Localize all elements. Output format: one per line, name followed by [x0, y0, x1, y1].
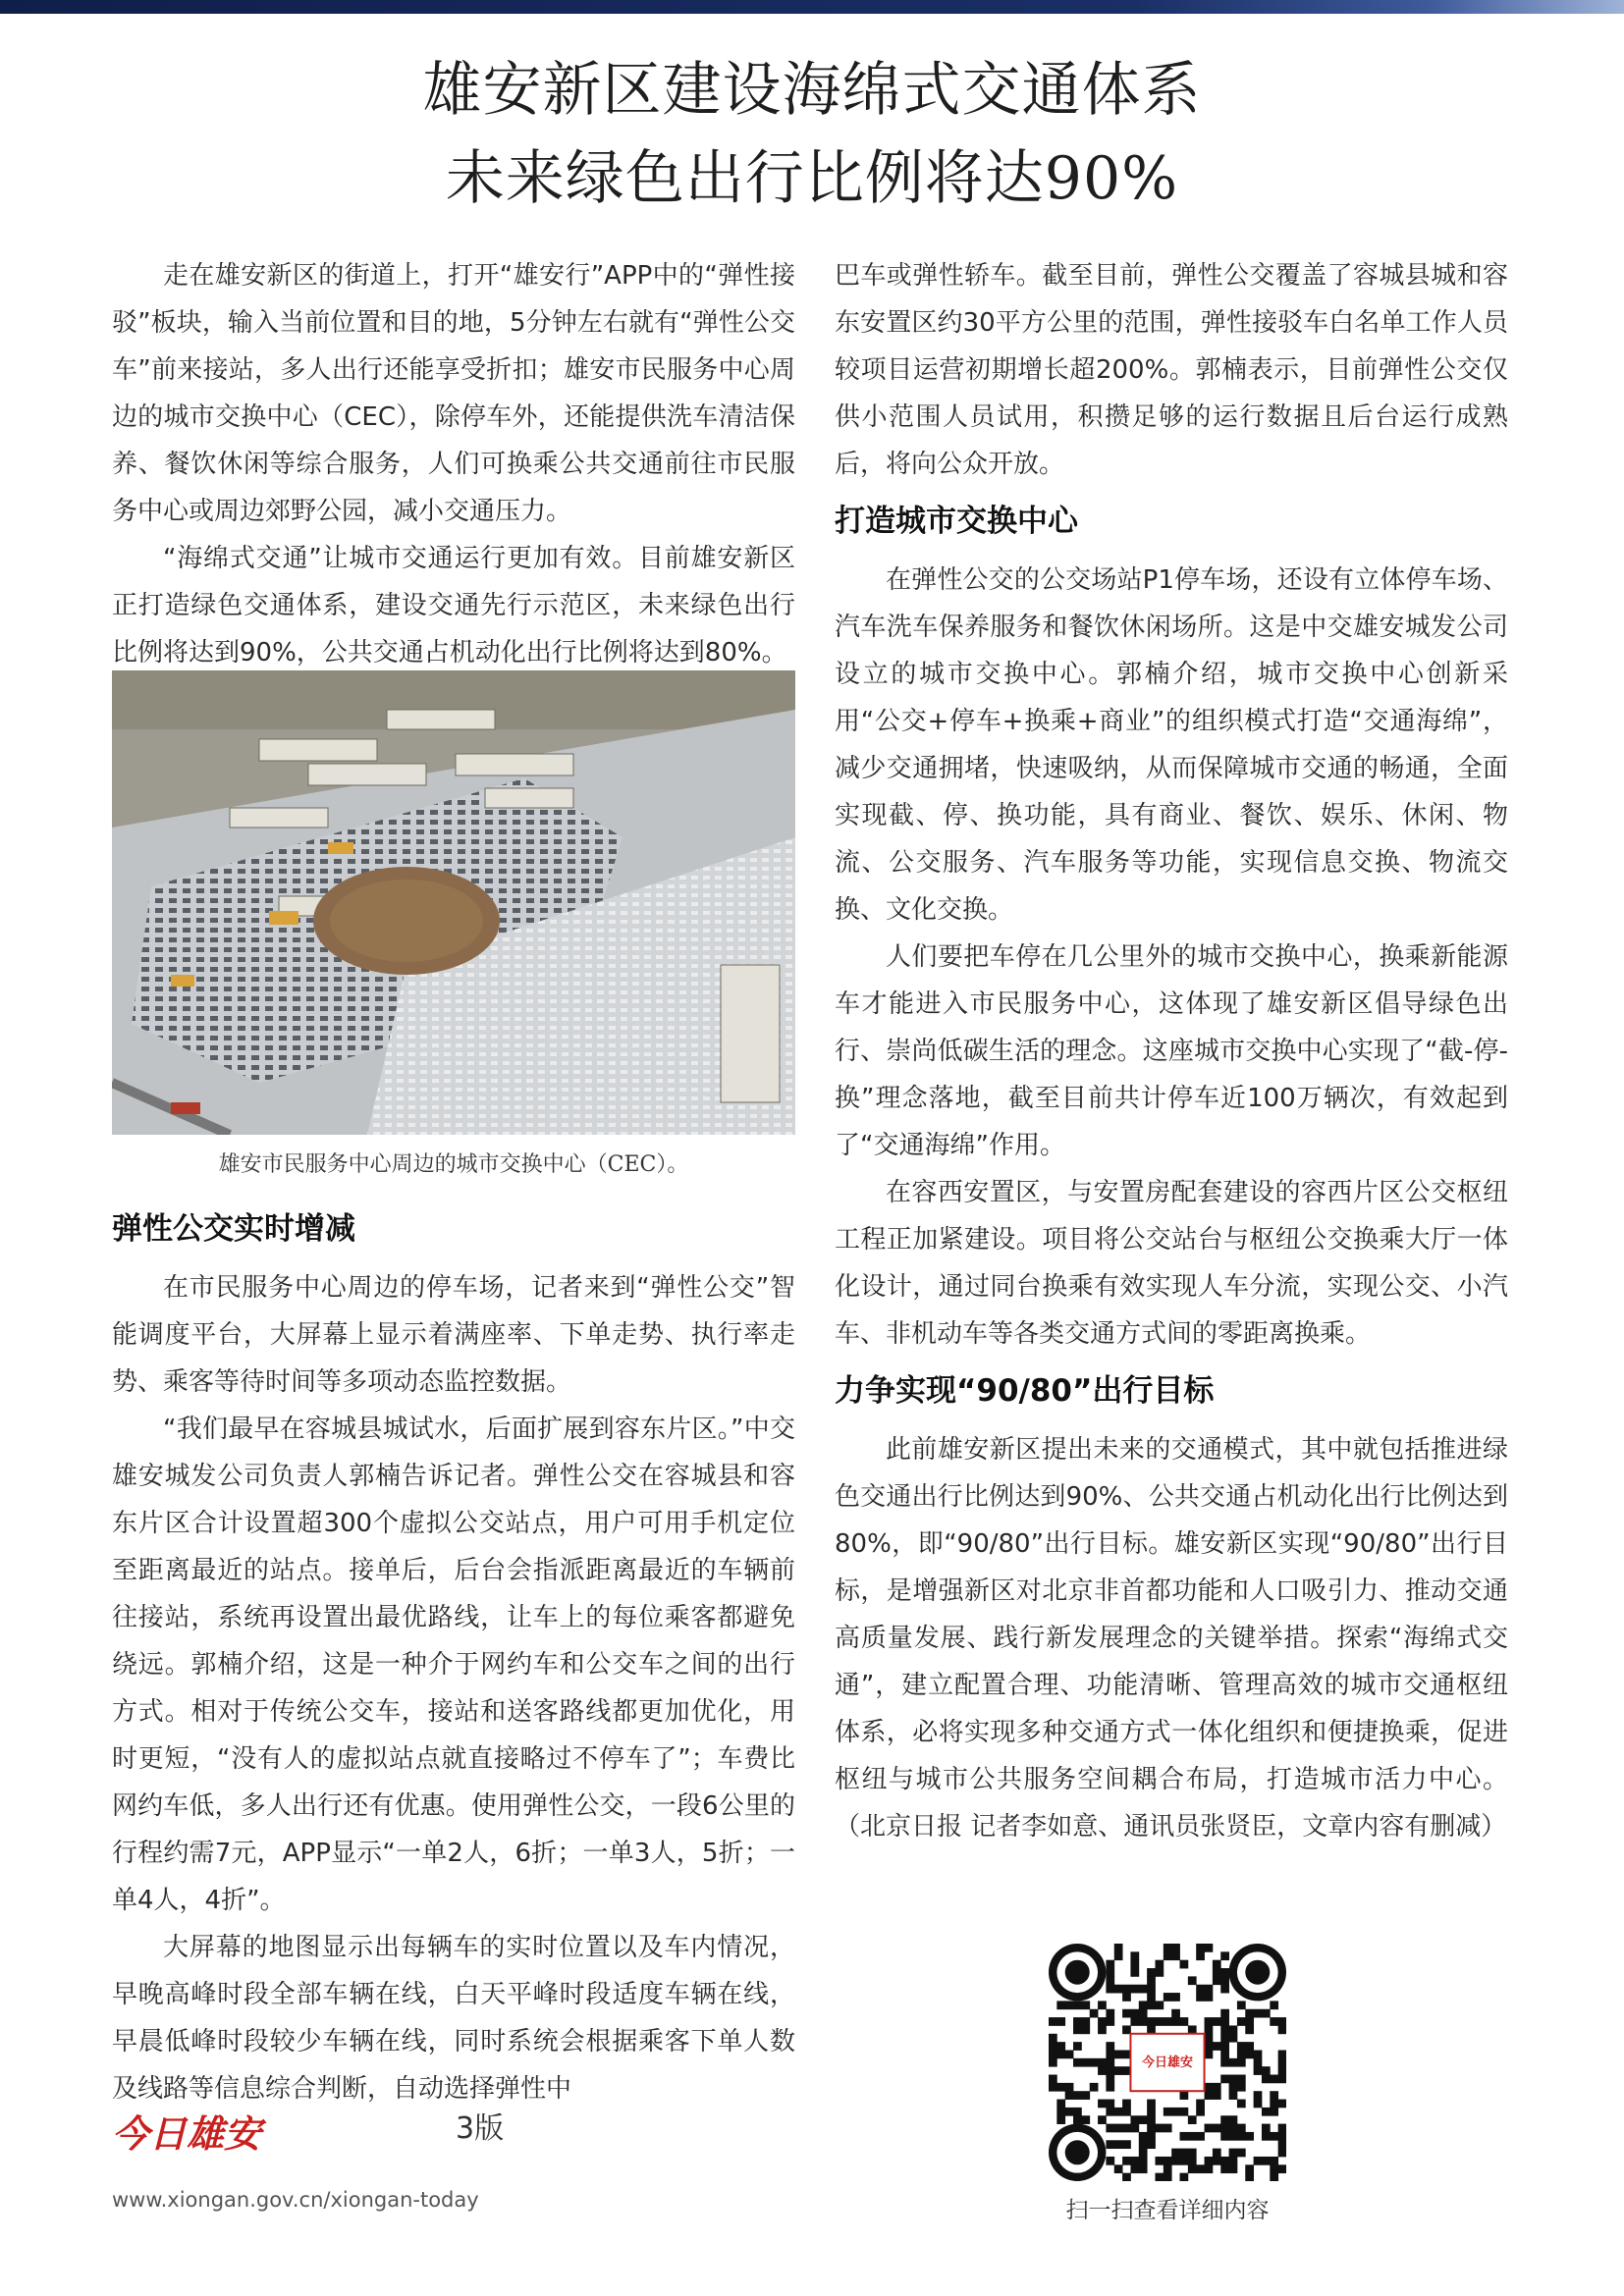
footer-url[interactable]: www.xiongan.gov.cn/xiongan-today: [112, 2188, 479, 2212]
photo-caption: 雄安市民服务中心周边的城市交换中心（CEC）。: [218, 1152, 689, 1177]
paragraph: 在市民服务中心周边的停车场，记者来到“弹性公交”智能调度平台，大屏幕上显示着满座率、下单走势、执行率走势、乘客等待时间等多项动态监控数据。: [112, 1273, 795, 1397]
section-heading-90-80-goal: 力争实现“90/80”出行目标: [835, 1373, 1215, 1409]
paragraph: 在弹性公交的公交场站P1停车场，还设有立体停车场、汽车洗车保养服务和餐饮休闲场所。这是中交雄安城发公司设立的城市交换中心。郭楠介绍，城市交换中心创新采用“公交+停车+换乘+商业”的组织模式打造“交通海绵”，减少交通拥堵，快速吸纳，从而保障城市交通的畅通，全面实现截、停、换功能，具有商业、餐饮、娱乐、休闲、物流、公交服务、汽车服务等功能，实现信息交换、物流交换、文化交换。: [835, 565, 1508, 925]
paragraph: 在容西安置区，与安置房配套建设的容西片区公交枢纽工程正加紧建设。项目将公交站台与枢纽公交换乘大厅一体化设计，通过同台换乘有效实现人车分流，实现公交、小汽车、非机动车等各类交通方式间的零距离换乘。: [835, 1178, 1508, 1349]
right-column: [835, 252, 1508, 1850]
headline-line-2: 未来绿色出行比例将达90%: [445, 144, 1179, 213]
qr-center-label: 今日雄安: [1141, 2056, 1194, 2071]
paragraph: 大屏幕的地图显示出每辆车的实时位置以及车内情况，早晚高峰时段全部车辆在线，白天平峰时段适度车辆在线，早晨低峰时段较少车辆在线，同时系统会根据乘客下单人数及线路等信息综合判断，自动选择弹性中: [112, 1933, 795, 2104]
headline-line-1: 雄安新区建设海绵式交通体系: [422, 56, 1202, 125]
left-column-top: [112, 252, 795, 676]
paragraph: “我们最早在容城县城试水，后面扩展到容东片区。”中交雄安城发公司负责人郭楠告诉记者。弹性公交在容城县和容东片区合计设置超300个虚拟公交站点，用户可用手机定位至距离最近的站点。接单后，后台会指派距离最近的车辆前往接站，系统再设置出最优路线，让车上的每位乘客都避免绕远。郭楠介绍，这是一种介于网约车和公交车之间的出行方式。相对于传统公交车，接站和送客路线都更加优化，用时更短，“没有人的虚拟站点就直接略过不停车了”；车费比网约车低，多人出行还有优惠。使用弹性公交，一段6公里的行程约需7元，APP显示“一单2人，6折；一单3人，5折；一单4人，4折”。: [112, 1415, 795, 1915]
qr-code-graphic: [1049, 1944, 1286, 2181]
paragraph: 此前雄安新区提出未来的交通模式，其中就包括推进绿色交通出行比例达到90%、公共交通占机动化出行比例达到80%，即“90/80”出行目标。雄安新区实现“90/80”出行目标，是增强新区对北京非首都功能和人口吸引力、推动交通高质量发展、践行新发展理念的关键举措。探索“海绵式交通”，建立配置合理、功能清晰、管理高效的城市交通枢纽体系，必将实现多种交通方式一体化组织和便捷换乘，促进枢纽与城市公共服务空间耦合布局，打造城市活力中心。（北京日报 记者李如意、通讯员张贤臣，文章内容有删减）: [835, 1435, 1508, 1842]
section-heading-flexible-bus: 弹性公交实时增减: [112, 1211, 355, 1247]
paragraph: “海绵式交通”让城市交通运行更加有效。目前雄安新区正打造绿色交通体系，建设交通先行示范区，未来绿色出行比例将达到90%，公共交通占机动化出行比例将达到80%。: [112, 544, 795, 667]
aerial-photo-cec: [112, 670, 795, 1135]
page-number: 3版: [456, 2111, 505, 2146]
aerial-photo-illustration: [112, 670, 795, 1135]
section-heading-exchange-center: 打造城市交换中心: [835, 504, 1078, 539]
qr-caption: 扫一扫查看详细内容: [1065, 2198, 1270, 2223]
paragraph: 人们要把车停在几公里外的城市交换中心，换乘新能源车才能进入市民服务中心，这体现了雄安新区倡导绿色出行、崇尚低碳生活的理念。这座城市交换中心实现了“截-停-换”理念落地，截至目前共计停车近100万辆次，有效起到了“交通海绵”作用。: [835, 942, 1508, 1160]
top-banner-bar: [0, 0, 1624, 14]
brand-logo: 今日雄安: [112, 2111, 262, 2156]
paragraph-continued: 巴车或弹性轿车。截至目前，弹性公交覆盖了容城县城和容东安置区约30平方公里的范围，弹性接驳车白名单工作人员较项目运营初期增长超200%。郭楠表示，目前弹性公交仅供小范围人员试用，积攒足够的运行数据且后台运行成熟后，将向公众开放。: [835, 261, 1508, 479]
paragraph: 走在雄安新区的街道上，打开“雄安行”APP中的“弹性接驳”板块，输入当前位置和目的地，5分钟左右就有“弹性公交车”前来接站，多人出行还能享受折扣；雄安市民服务中心周边的城市交换中心（CEC），除停车外，还能提供洗车清洁保养、餐饮休闲等综合服务，人们可换乘公共交通前往市民服务中心或周边郊野公园，减小交通压力。: [112, 261, 795, 526]
qr-code[interactable]: [1049, 1944, 1286, 2181]
left-column-bottom: [112, 1205, 795, 2112]
